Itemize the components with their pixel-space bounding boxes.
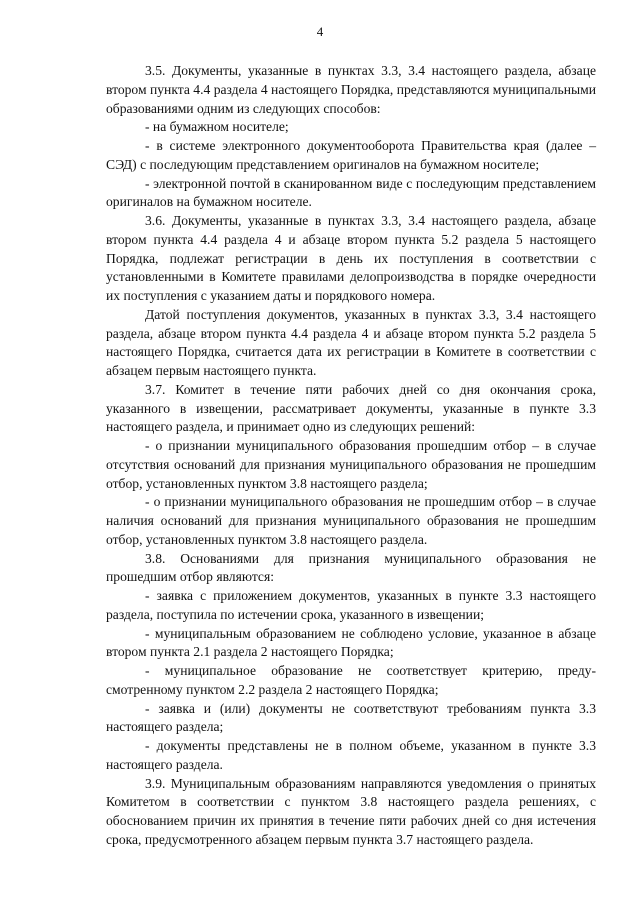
list-item-requirements-not-met: - заявка и (или) документы не соответствуют требованиям пункта 3.3 настоящего раздела; <box>106 700 596 735</box>
list-item-email: - электронной почтой в сканированном виде с последующим представлением оригиналов на бумажном носителе. <box>106 175 596 210</box>
paragraph-3-5: 3.5. Документы, указанные в пунктах 3.3, 3.4 настоящего раздела, абзаце втором пункта 4.4 раздела 4 настоящего Порядка, представляются муниципальными образованиями одним из следующих способов: <box>106 63 596 116</box>
list-item-paper: - на бумажном носителе; <box>145 119 289 135</box>
list-item-sed: - в системе электронного документооборота Правительства края (далее – СЭД) с последующим представлением оригиналов на бумажном носителе; <box>106 138 596 172</box>
document-body <box>106 62 596 850</box>
list-item-not-passed: - о признании муниципального образования не прошедшим отбор – в случае наличия оснований для признания муниципального образования не прошедшим отбор, установленных пунктом 3.8 настоящего раздела. <box>106 494 596 547</box>
paragraph-3-7: 3.7. Комитет в течение пяти рабочих дней со дня окончания срока, указанного в извещении, рассматривает документы, указанные в пункте 3.3 настоящего раздела, и принимает одно из следующих решений: <box>106 381 596 435</box>
paragraph-3-9: 3.9. Муниципальным образованиям направляются уведомления о принятых Комитетом в соответствии с пунктом 3.8 настоящего раздела решениях, с обоснованием причин их принятия в течение пяти рабочих дней со дня истечения срока, предусмотренного абзацем первым пункта 3.7 настоящего раздела. <box>106 775 596 847</box>
list-item-late-application: - заявка с приложением документов, указанных в пункте 3.3 настоящего раздела, поступила по истечении срока, указанного в извещении; <box>106 588 596 622</box>
paragraph-receipt-date: Датой поступления документов, указанных в пунктах 3.3, 3.4 настоящего раздела, абзаце втором пункта 4.4 раздела 4 и абзаце втором пункта 5.2 раздела 5 настоящего Порядка, считается дата их регистрации в Комитете в соответствии с абзацем первым настоящего пункта. <box>106 306 596 378</box>
paragraph-3-6: 3.6. Документы, указанные в пунктах 3.3, 3.4 настоящего раздела, абзаце втором пункта 4.4 раздела 4 и абзаце втором пункта 5.2 раздела 5 настоящего Порядка, подлежат регистрации в день их поступления в соответствии с установленными в Комитете правилами делопроизводства в порядке очередности их поступления с указанием даты и порядкового номера. <box>106 213 596 303</box>
list-item-passed: - о признании муниципального образования прошедшим отбор – в случае отсутствия оснований для признания муниципального образования не прошедшим отбор, установленных пунктом 3.8 настоящего раздела; <box>106 438 596 491</box>
list-item-condition-not-met: - муниципальным образованием не соблюдено условие, указанное в абзаце втором пункта 2.1 раздела 2 настоящего Порядка; <box>106 625 596 660</box>
page-number: 4 <box>316 24 324 39</box>
paragraph-3-8: 3.8. Основаниями для признания муниципального образования не прошедшим отбор являются: <box>106 550 596 585</box>
list-item-incomplete-documents: - документы представлены не в полном объеме, указанном в пункте 3.3 настоящего раздела. <box>106 738 596 772</box>
list-item-criterion-not-met: - муниципальное образование не соответствует критерию, предусмотренному пунктом 2.2 раздела 2 настоящего Порядка; <box>106 663 596 697</box>
